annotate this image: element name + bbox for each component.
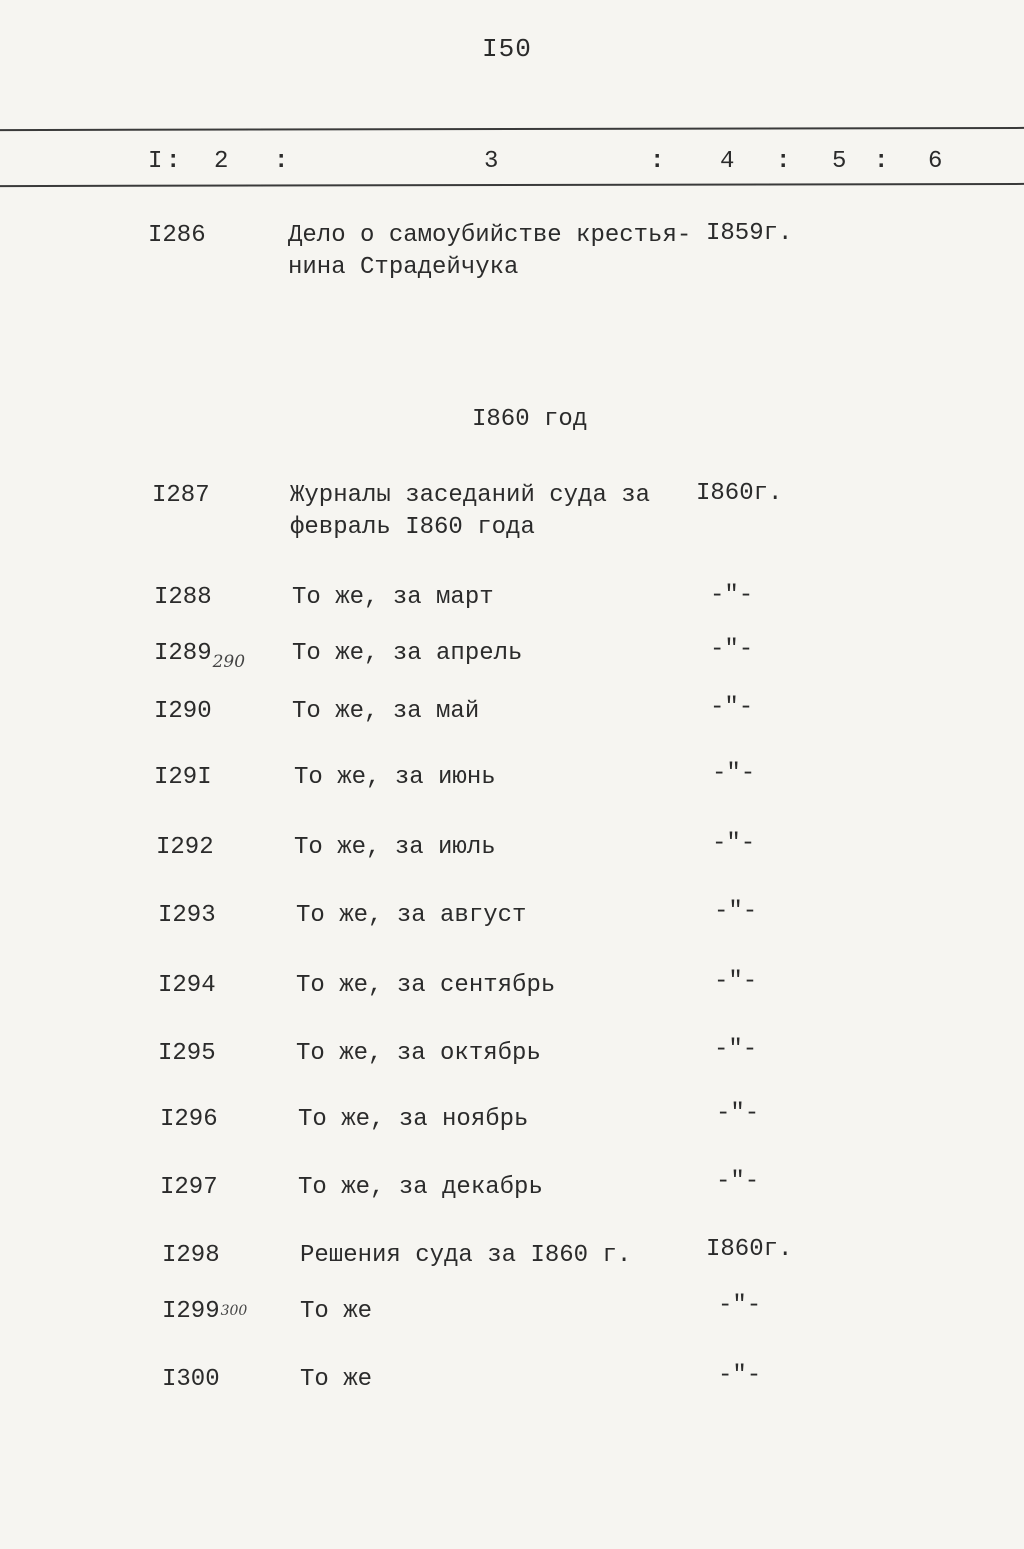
record-description: То же, за декабрь xyxy=(298,1174,543,1201)
record-description: То же, за сентябрь xyxy=(296,972,556,999)
record-number: I294 xyxy=(158,972,216,999)
record-date: -"- xyxy=(718,1362,762,1389)
record-number: I300 xyxy=(162,1366,220,1393)
record-date: -"- xyxy=(718,1292,762,1319)
record-number: I299300 xyxy=(162,1298,248,1325)
record-date: -"- xyxy=(714,1036,758,1063)
record-description: Решения суда за I860 г. xyxy=(300,1242,632,1269)
record-number: I298 xyxy=(162,1242,220,1269)
column-5-header: 5 xyxy=(832,148,847,175)
record-date: I859г. xyxy=(706,220,793,247)
record-description: То же, за март xyxy=(292,584,494,611)
column-separator: : xyxy=(776,148,791,175)
record-description: То же, за июль xyxy=(294,834,496,861)
record-date: -"- xyxy=(710,694,754,721)
record-description: То же xyxy=(300,1366,373,1393)
record-number: I292 xyxy=(156,834,214,861)
record-description: То же, за апрель xyxy=(292,640,523,667)
column-separator: : xyxy=(874,148,889,175)
record-date: -"- xyxy=(716,1100,760,1127)
record-date: -"- xyxy=(714,968,758,995)
column-separator: : xyxy=(650,148,665,175)
record-number: I293 xyxy=(158,902,216,929)
record-date: -"- xyxy=(714,898,758,925)
record-description: То же, за август xyxy=(296,902,527,929)
handwritten-annotation: 300 xyxy=(220,1303,248,1319)
column-separator: : xyxy=(166,148,181,175)
record-date: -"- xyxy=(710,636,754,663)
record-description: То же, за ноябрь xyxy=(298,1106,529,1133)
record-date: -"- xyxy=(712,830,756,857)
record-number: I297 xyxy=(160,1174,218,1201)
record-number: I288 xyxy=(154,584,212,611)
record-number: I295 xyxy=(158,1040,216,1067)
record-description: То же, за июнь xyxy=(294,764,496,791)
record-description: То же, за октябрь xyxy=(296,1040,541,1067)
column-separator: : xyxy=(274,148,289,175)
record-description: То же, за май xyxy=(292,698,480,725)
column-4-header: 4 xyxy=(720,148,735,175)
record-description: Дело о самоубийстве крестья- нина Страдейчука xyxy=(288,222,692,281)
record-date: I860г. xyxy=(706,1236,793,1263)
page-number: I50 xyxy=(482,34,532,64)
handwritten-annotation: 290 xyxy=(212,652,246,672)
header-bottom-rule xyxy=(0,183,1024,187)
record-description: Журналы заседаний суда за февраль I860 года xyxy=(290,482,651,541)
record-number: I290 xyxy=(154,698,212,725)
record-number: I286 xyxy=(148,222,206,249)
record-number: I296 xyxy=(160,1106,218,1133)
column-6-header: 6 xyxy=(928,148,943,175)
record-number: I29I xyxy=(154,764,212,791)
column-2-header: 2 xyxy=(214,148,229,175)
record-number: $I289_{290}$ xyxy=(154,640,246,672)
column-3-header: 3 xyxy=(484,148,499,175)
record-date: I860г. xyxy=(696,480,783,507)
record-date: -"- xyxy=(712,760,756,787)
year-heading: I860 год xyxy=(472,406,588,433)
column-1-header: I xyxy=(148,148,163,175)
record-date: -"- xyxy=(710,582,754,609)
record-date: -"- xyxy=(716,1168,760,1195)
header-top-rule xyxy=(0,127,1024,131)
record-description: То же xyxy=(300,1298,373,1325)
record-number: I287 xyxy=(152,482,210,509)
